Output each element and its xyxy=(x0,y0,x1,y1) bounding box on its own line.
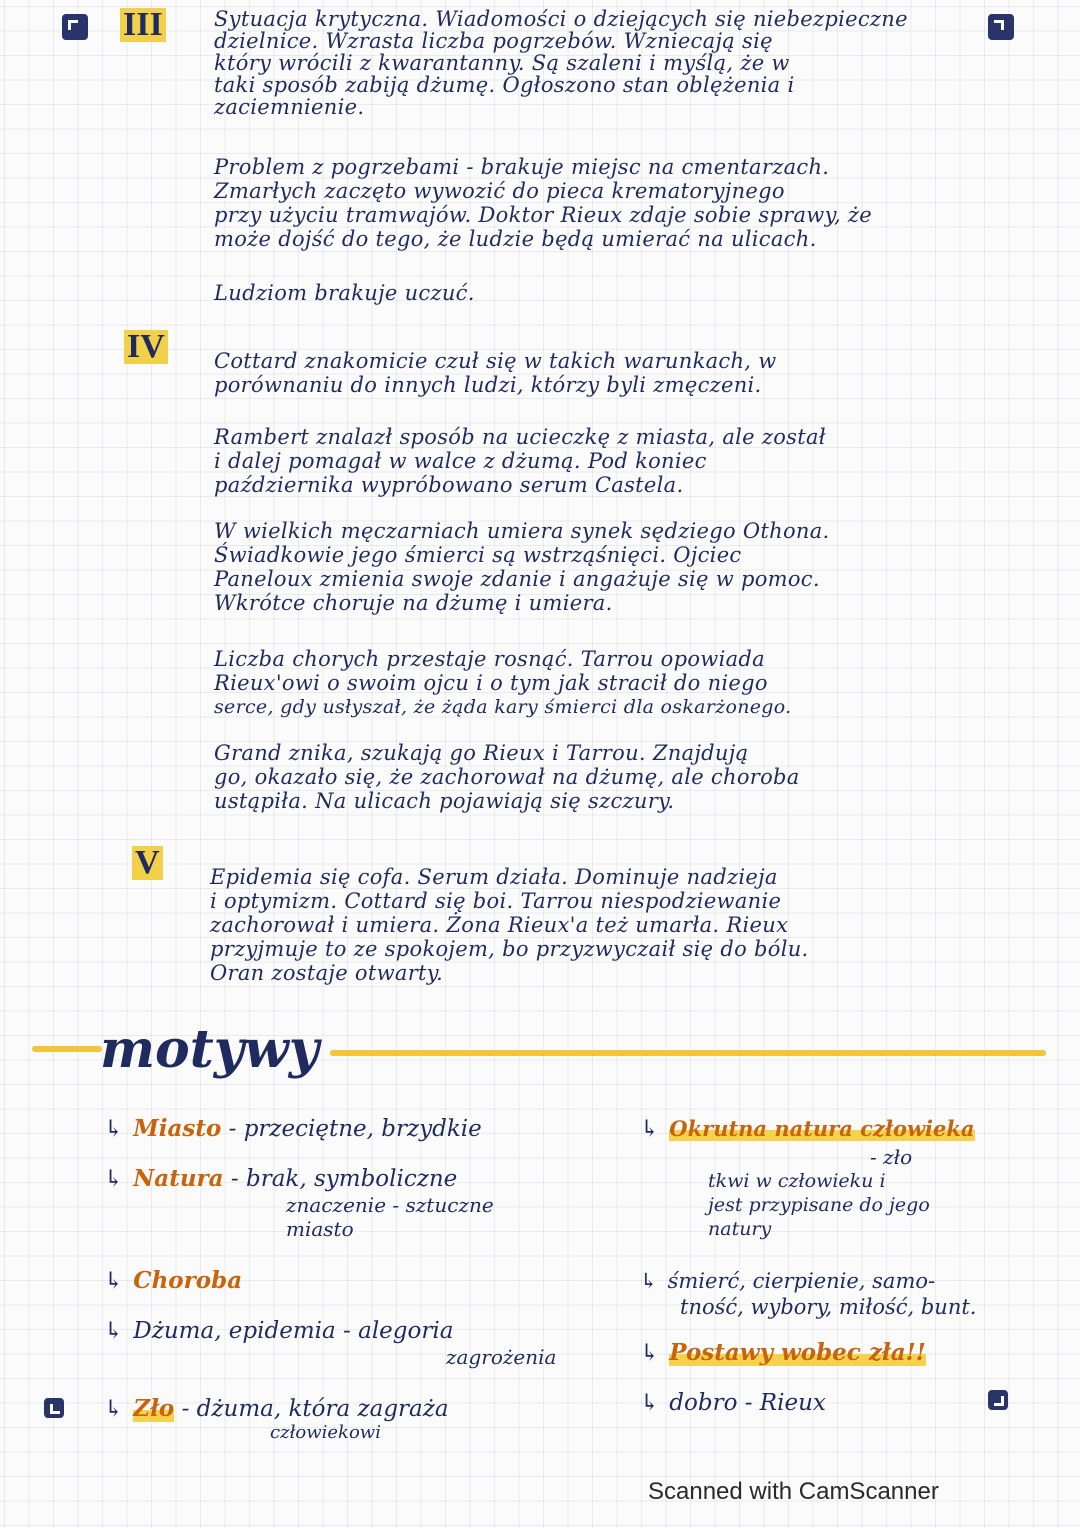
text-line: Świadkowie jego śmierci są wstrząśnięci. Ojciec xyxy=(214,543,742,567)
text-line: i dalej pomagał w walce z dżumą. Pod koniec xyxy=(214,449,707,473)
motif-item-postawy: ↳ Postawy wobec zła!! xyxy=(640,1339,926,1366)
section-numeral-iii: III xyxy=(120,8,166,42)
motif-text-extra: tność, wybory, miłość, bunt. xyxy=(680,1295,977,1319)
motif-item-miasto: ↳ Miasto - przeciętne, brzydkie xyxy=(104,1115,482,1142)
motif-keyword: Postawy wobec zła!! xyxy=(669,1339,926,1366)
motif-text: - dżuma, która zagraża xyxy=(181,1396,449,1422)
motif-item-zlo: ↳ Zło - dżuma, która zagraża xyxy=(104,1395,449,1422)
divider-right xyxy=(330,1050,1046,1056)
motif-text: - przeciętne, brzydkie xyxy=(228,1116,482,1142)
section-numeral-iv: IV xyxy=(124,330,168,364)
text-line: W wielkich męczarniach umiera synek sędziego Othona. xyxy=(214,519,830,543)
text-line: serce, gdy usłyszał, że żąda kary śmierci dla oskarżonego. xyxy=(214,696,792,718)
text-line: przyjmuje to ze spokojem, bo przyzwyczaił się do bólu. xyxy=(210,937,809,961)
text-line: Sytuacja krytyczna. Wiadomości o dziejących się niebezpieczne xyxy=(214,7,908,31)
motif-text-extra: miasto xyxy=(286,1217,354,1241)
scanner-watermark: Scanned with CamScanner xyxy=(648,1478,939,1505)
text-line: go, okazało się, że zachorował na dżumę, ale choroba xyxy=(214,765,800,789)
scan-corner-top-right-icon xyxy=(988,14,1014,40)
text-line: Epidemia się cofa. Serum działa. Dominuje nadzieja xyxy=(210,865,778,889)
motif-item-natura: ↳ Natura - brak, symboliczne xyxy=(104,1165,458,1192)
motif-text: dobro - Rieux xyxy=(669,1390,826,1416)
text-line: ustąpiła. Na ulicach pojawiają się szczury. xyxy=(214,789,675,813)
motif-text-extra: natury xyxy=(708,1218,772,1240)
text-line: dzielnice. Wzrasta liczba pogrzebów. Wzniecają się xyxy=(214,29,773,53)
divider-left xyxy=(32,1046,102,1052)
text-line: taki sposób zabiją dżumę. Ogłoszono stan oblężenia i xyxy=(214,73,795,97)
text-line: Wkrótce choruje na dżumę i umiera. xyxy=(214,591,613,615)
motif-text: - zło xyxy=(870,1145,913,1169)
text-line: Liczba chorych przestaje rosnąć. Tarrou opowiada xyxy=(214,647,765,671)
motif-item-dzuma: ↳ Dżuma, epidemia - alegoria xyxy=(104,1318,454,1344)
motif-keyword: Choroba xyxy=(133,1267,243,1294)
motif-keyword: Natura xyxy=(133,1165,224,1192)
text-line: który wrócili z kwarantanny. Są szaleni i myślą, że w xyxy=(214,51,790,75)
motif-text-extra: człowiekowi xyxy=(270,1422,381,1443)
text-line: Ludziom brakuje uczuć. xyxy=(214,281,475,305)
motif-text-extra: jest przypisane do jego xyxy=(708,1194,930,1216)
motifs-title: motywy xyxy=(100,1019,319,1080)
text-line: porównaniu do innych ludzi, którzy byli zmęczeni. xyxy=(214,373,762,397)
motif-keyword: Zło xyxy=(133,1395,175,1422)
scan-corner-bottom-right-icon xyxy=(988,1390,1008,1410)
text-line: Problem z pogrzebami - brakuje miejsc na cmentarzach. xyxy=(214,155,830,179)
motif-keyword: Dżuma xyxy=(133,1318,215,1344)
text-line: Zmarłych zaczęto wywozić do pieca krematoryjnego xyxy=(214,179,785,203)
motif-item-dobro: ↳ dobro - Rieux xyxy=(640,1390,826,1416)
text-line: Paneloux zmienia swoje zdanie i angażuje się w pomoc. xyxy=(214,567,820,591)
motif-text: , epidemia - alegoria xyxy=(214,1318,454,1344)
text-line: Cottard znakomicie czuł się w takich warunkach, w xyxy=(214,349,777,373)
scan-corner-bottom-left-icon xyxy=(44,1398,64,1418)
motif-text-extra: zagrożenia xyxy=(446,1345,557,1369)
text-line: października wypróbowano serum Castela. xyxy=(214,473,684,497)
motif-item-smierc: ↳ śmierć, cierpienie, samo- xyxy=(640,1269,936,1293)
motif-item-choroba: ↳ Choroba xyxy=(104,1267,243,1294)
text-line: może dojść do tego, że ludzie będą umierać na ulicach. xyxy=(214,227,817,251)
text-line: Rambert znalazł sposób na ucieczkę z miasta, ale został xyxy=(214,425,826,449)
text-line: Oran zostaje otwarty. xyxy=(210,961,444,985)
text-line: przy użyciu tramwajów. Doktor Rieux zdaje sobie sprawy, że xyxy=(214,203,873,227)
text-line: zachorował i umiera. Żona Rieux'a też umarła. Rieux xyxy=(210,913,789,937)
text-line: Rieux'owi o swoim ojcu i o tym jak stracił do niego xyxy=(214,671,768,695)
motif-text-extra: tkwi w człowieku i xyxy=(708,1170,886,1192)
motif-keyword: Miasto xyxy=(133,1115,222,1142)
scan-corner-top-left-icon xyxy=(62,14,88,40)
motif-keyword: Okrutna natura człowieka xyxy=(669,1116,975,1141)
section-numeral-v: V xyxy=(132,846,163,880)
motif-text: - brak, symboliczne xyxy=(230,1166,458,1192)
text-line: zaciemnienie. xyxy=(214,95,365,119)
motif-text: śmierć, cierpienie, samo- xyxy=(667,1269,936,1293)
motif-text-extra: znaczenie - sztuczne xyxy=(286,1193,494,1217)
text-line: Grand znika, szukają go Rieux i Tarrou. Znajdują xyxy=(214,741,749,765)
motif-item-okrutna-natura: ↳ Okrutna natura człowieka xyxy=(640,1116,975,1142)
text-line: i optymizm. Cottard się boi. Tarrou niespodziewanie xyxy=(210,889,782,913)
